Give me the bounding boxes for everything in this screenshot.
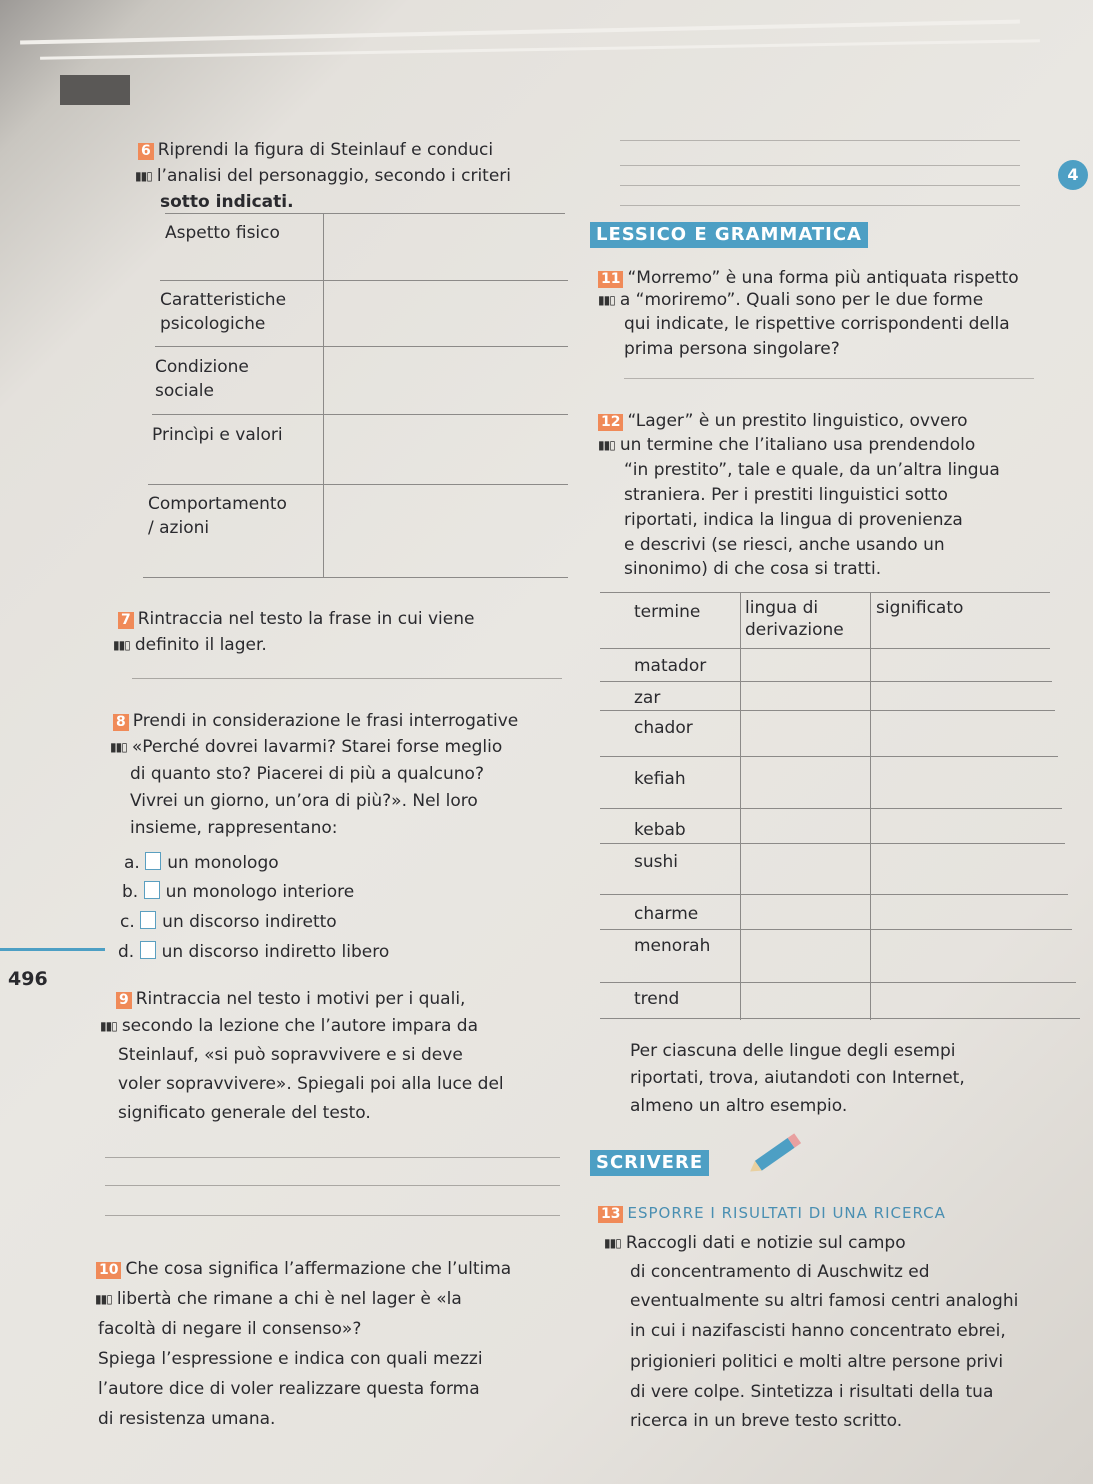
table-rule — [143, 577, 568, 578]
level-icon: ▮▮▯ — [598, 438, 615, 452]
criterion-label: Condizione — [155, 357, 249, 377]
exercise-text: libertà che rimane a chi è nel lager è «la — [116, 1289, 462, 1309]
exercise-text: secondo la lezione che l’autore impara da — [121, 1016, 479, 1036]
exercise-text: eventualmente su altri famosi centri analoghi — [630, 1291, 1019, 1311]
exercise-number: 7 — [118, 612, 134, 629]
table-rule — [600, 894, 1068, 895]
level-icon: ▮▮▯ — [604, 1236, 621, 1250]
after-table-text: riportati, trova, aiutandoti con Internet, — [630, 1068, 965, 1088]
term-cell: kefiah — [634, 769, 686, 789]
exercise-9 — [116, 986, 465, 1012]
table-rule — [600, 681, 1052, 682]
exercise-number: 12 — [598, 414, 623, 431]
criterion-label: Aspetto fisico — [165, 223, 280, 243]
pencil-icon — [748, 1128, 808, 1176]
exercise-text: Riprendi la figura di Steinlauf e conduci — [157, 140, 494, 160]
table-column-divider — [740, 592, 741, 1020]
table-rule — [600, 648, 1050, 649]
exercise-7 — [118, 606, 474, 632]
criterion-label: / azioni — [148, 518, 210, 538]
exercise-text: “Lager” è un prestito linguistico, ovvero — [627, 411, 968, 431]
level-icon: ▮▮▯ — [113, 638, 130, 652]
level-icon: ▮▮▯ — [110, 740, 127, 754]
option-c[interactable] — [120, 909, 337, 935]
table-rule — [155, 346, 568, 347]
exercise-text: sinonimo) di che cosa si tratti. — [624, 559, 882, 579]
table-rule — [600, 929, 1072, 930]
exercise-text: Che cosa significa l’affermazione che l’ultima — [125, 1259, 512, 1279]
exercise-text: insieme, rappresentano: — [130, 818, 338, 838]
exercise-12 — [598, 408, 968, 434]
level-icon: ▮▮▯ — [100, 1019, 117, 1033]
table-rule — [600, 756, 1058, 757]
exercise-text: di vere colpe. Sintetizza i risultati della tua — [630, 1382, 994, 1402]
option-a[interactable] — [124, 850, 279, 876]
exercise-text: Vivrei un giorno, un’ora di più?». Nel loro — [130, 791, 478, 811]
after-table-text: almeno un altro esempio. — [630, 1096, 848, 1116]
exercise-text: a “moriremo”. Quali sono per le due forme — [619, 290, 984, 310]
exercise-6-line3: sotto indicati. — [160, 192, 294, 212]
exercise-text: ricerca in un breve testo scritto. — [630, 1411, 903, 1431]
term-cell: zar — [634, 688, 661, 708]
page-number-rule — [0, 948, 105, 951]
exercise-11-line — [598, 287, 983, 313]
exercise-text: “in prestito”, tale e quale, da un’altra lingua — [624, 460, 1000, 480]
option-letter: c. — [120, 912, 135, 932]
exercise-text: «Perché dovrei lavarmi? Starei forse meglio — [131, 737, 503, 757]
exercise-text: definito il lager. — [134, 635, 267, 655]
answer-line — [620, 205, 1020, 206]
criterion-label: psicologiche — [160, 314, 266, 334]
exercise-text: in cui i nazifascisti hanno concentrato ebrei, — [630, 1321, 1006, 1341]
exercise-number: 8 — [113, 714, 129, 731]
answer-line — [620, 140, 1020, 141]
criterion-label: Caratteristiche — [160, 290, 287, 310]
table-column-divider — [870, 592, 871, 1020]
exercise-text: voler sopravvivere». Spiegali poi alla luce del — [118, 1074, 504, 1094]
option-letter: a. — [124, 853, 140, 873]
criterion-label: sociale — [155, 381, 214, 401]
exercise-13 — [598, 1200, 946, 1226]
exercise-text: Spiega l’espressione e indica con quali mezzi — [98, 1349, 483, 1369]
table-rule — [600, 1018, 1080, 1019]
answer-line — [132, 678, 562, 679]
level-icon: ▮▮▯ — [135, 169, 152, 183]
exercise-text: di concentramento di Auschwitz ed — [630, 1262, 930, 1282]
term-cell: charme — [634, 904, 699, 924]
corner-badge: 4 — [1058, 160, 1088, 190]
answer-line — [105, 1157, 560, 1158]
option-text: un monologo interiore — [165, 882, 355, 902]
exercise-text: significato generale del testo. — [118, 1103, 371, 1123]
exercise-text: l’autore dice di voler realizzare questa forma — [98, 1379, 480, 1399]
exercise-number: 9 — [116, 992, 132, 1009]
checkbox[interactable] — [140, 911, 156, 929]
checkbox[interactable] — [140, 941, 156, 959]
option-text: un discorso indiretto libero — [161, 942, 390, 962]
tab-marker — [60, 75, 130, 105]
table-column-divider — [323, 213, 324, 578]
exercise-12-line — [598, 432, 975, 458]
answer-line — [620, 165, 1020, 166]
exercise-text: qui indicate, le rispettive corrispondenti della — [624, 314, 1010, 334]
exercise-text: di resistenza umana. — [98, 1409, 276, 1429]
table-rule — [165, 213, 565, 214]
answer-line — [105, 1185, 560, 1186]
table-rule — [600, 982, 1076, 983]
option-text: un monologo — [167, 853, 279, 873]
exercise-text: Steinlauf, «si può sopravvivere e si deve — [118, 1045, 463, 1065]
table-rule — [600, 592, 1050, 593]
exercise-7-line2 — [113, 632, 267, 658]
criterion-label: Princìpi e valori — [152, 425, 283, 445]
table-rule — [600, 808, 1062, 809]
table-rule — [600, 843, 1065, 844]
exercise-text: prigionieri politici e molti altre persone privi — [630, 1352, 1004, 1372]
header-derivazione: derivazione — [745, 620, 844, 640]
page-number: 496 — [8, 968, 48, 990]
exercise-text: Prendi in considerazione le frasi interrogative — [132, 711, 519, 731]
exercise-10-line — [95, 1286, 462, 1312]
checkbox[interactable] — [145, 852, 161, 870]
header-significato: significato — [876, 598, 964, 618]
table-rule — [600, 710, 1055, 711]
exercise-6-line2 — [135, 163, 511, 189]
exercise-text: prima persona singolare? — [624, 339, 840, 359]
header-lingua: lingua di — [745, 598, 819, 618]
criterion-label: Comportamento — [148, 494, 287, 514]
exercise-text: Raccogli dati e notizie sul campo — [625, 1233, 906, 1253]
exercise-text: un termine che l’italiano usa prendendolo — [619, 435, 976, 455]
section-banner-lessico: LESSICO E GRAMMATICA — [590, 222, 868, 248]
exercise-6 — [138, 137, 493, 163]
answer-line — [620, 185, 1020, 186]
option-letter: d. — [118, 942, 135, 962]
exercise-text: e descrivi (se riesci, anche usando un — [624, 535, 945, 555]
term-cell: chador — [634, 718, 693, 738]
header-termine: termine — [634, 602, 701, 622]
exercise-10 — [96, 1256, 511, 1282]
exercise-text: straniera. Per i prestiti linguistici sotto — [624, 485, 948, 505]
exercise-heading: ESPORRE I RISULTATI DI UNA RICERCA — [627, 1204, 946, 1222]
exercise-text: l’analisi del personaggio, secondo i criteri — [156, 166, 512, 186]
term-cell: menorah — [634, 936, 711, 956]
exercise-13-line — [604, 1230, 906, 1256]
table-rule — [160, 280, 568, 281]
level-icon: ▮▮▯ — [598, 293, 615, 307]
page-edge — [40, 39, 1040, 59]
term-cell: trend — [634, 989, 680, 1009]
after-table-text: Per ciascuna delle lingue degli esempi — [630, 1041, 956, 1061]
exercise-text: riportati, indica la lingua di provenienza — [624, 510, 963, 530]
exercise-text: di quanto sto? Piacerei di più a qualcuno? — [130, 764, 484, 784]
exercise-number: 6 — [138, 143, 154, 160]
table-rule — [152, 414, 568, 415]
option-letter: b. — [122, 882, 139, 902]
exercise-8-line — [110, 734, 502, 760]
exercise-number: 13 — [598, 1206, 623, 1223]
exercise-text: “Morremo” è una forma più antiquata rispetto — [627, 268, 1019, 288]
table-rule — [148, 484, 568, 485]
page-edge — [20, 20, 1020, 45]
term-cell: matador — [634, 656, 707, 676]
answer-line — [105, 1215, 560, 1216]
exercise-text: Rintraccia nel testo la frase in cui viene — [137, 609, 475, 629]
checkbox[interactable] — [144, 881, 160, 899]
option-text: un discorso indiretto — [162, 912, 337, 932]
exercise-8 — [113, 708, 518, 734]
option-d[interactable] — [118, 939, 389, 965]
answer-line — [624, 378, 1034, 379]
exercise-text: Rintraccia nel testo i motivi per i quali, — [135, 989, 466, 1009]
section-banner-scrivere: SCRIVERE — [590, 1150, 709, 1176]
term-cell: sushi — [634, 852, 678, 872]
level-icon: ▮▮▯ — [95, 1292, 112, 1306]
exercise-number: 10 — [96, 1262, 121, 1279]
exercise-text: facoltà di negare il consenso»? — [98, 1319, 362, 1339]
exercise-number: 11 — [598, 271, 623, 288]
exercise-9-line — [100, 1013, 478, 1039]
option-b[interactable] — [122, 879, 354, 905]
term-cell: kebab — [634, 820, 686, 840]
